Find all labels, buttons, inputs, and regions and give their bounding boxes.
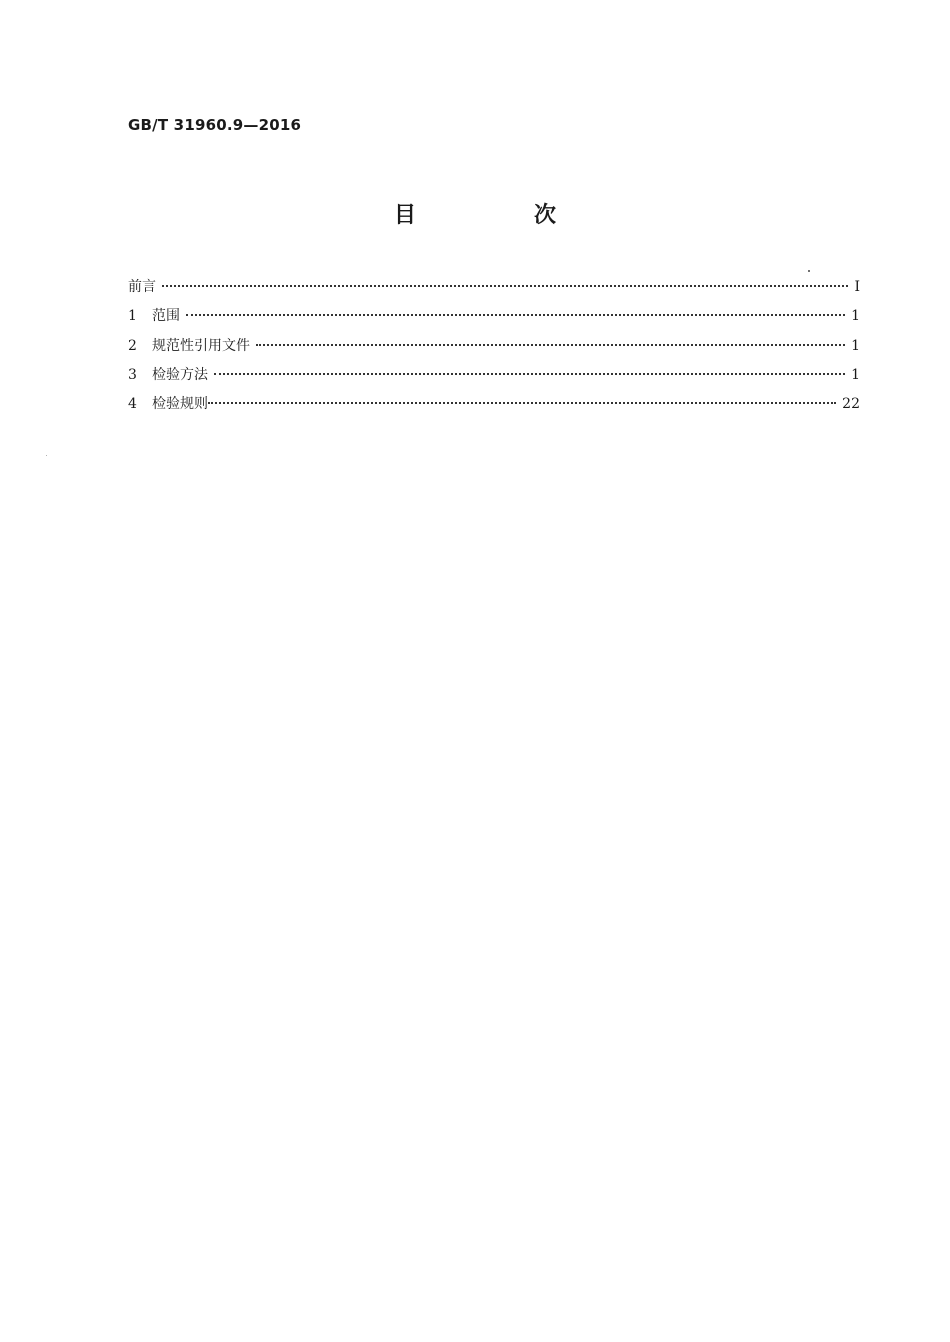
- toc-entry-page: Ⅰ: [854, 279, 860, 295]
- toc-entry-inspection-rules[interactable]: [128, 393, 860, 422]
- toc-entry-scope[interactable]: [128, 305, 860, 334]
- toc-entry-page: 1: [851, 366, 860, 383]
- toc-entry-number: 3: [128, 366, 137, 383]
- toc-dot-leader: [256, 344, 845, 346]
- toc-entry-label: 前言: [128, 279, 156, 295]
- toc-entry-page: 1: [851, 337, 860, 354]
- toc-entry-label: 检验方法: [152, 366, 208, 383]
- document-code: GB/T 31960.9—2016: [128, 116, 302, 134]
- toc-entry-number: 2: [128, 337, 137, 354]
- toc-entry-foreword[interactable]: [128, 276, 860, 305]
- toc-entry-number: 1: [128, 308, 137, 325]
- toc-entry-normative-references[interactable]: [128, 335, 860, 364]
- scan-speck: [808, 270, 810, 272]
- toc-entry-page: 22: [842, 396, 860, 413]
- scan-speck: [46, 455, 47, 456]
- toc-entry-label: 检验规则: [152, 396, 208, 413]
- toc-entry-number: 4: [128, 396, 137, 413]
- toc-dot-leader: [162, 285, 848, 287]
- toc-entry-label: 范围: [152, 308, 180, 325]
- toc-dot-leader: [208, 402, 836, 404]
- toc-dot-leader: [186, 314, 845, 316]
- toc-entry-page: 1: [851, 308, 860, 325]
- toc-title: 目 次: [393, 203, 604, 228]
- table-of-contents: [128, 276, 860, 422]
- toc-dot-leader: [214, 373, 845, 375]
- toc-entry-test-methods[interactable]: [128, 364, 860, 393]
- toc-entry-label: 规范性引用文件: [152, 337, 250, 354]
